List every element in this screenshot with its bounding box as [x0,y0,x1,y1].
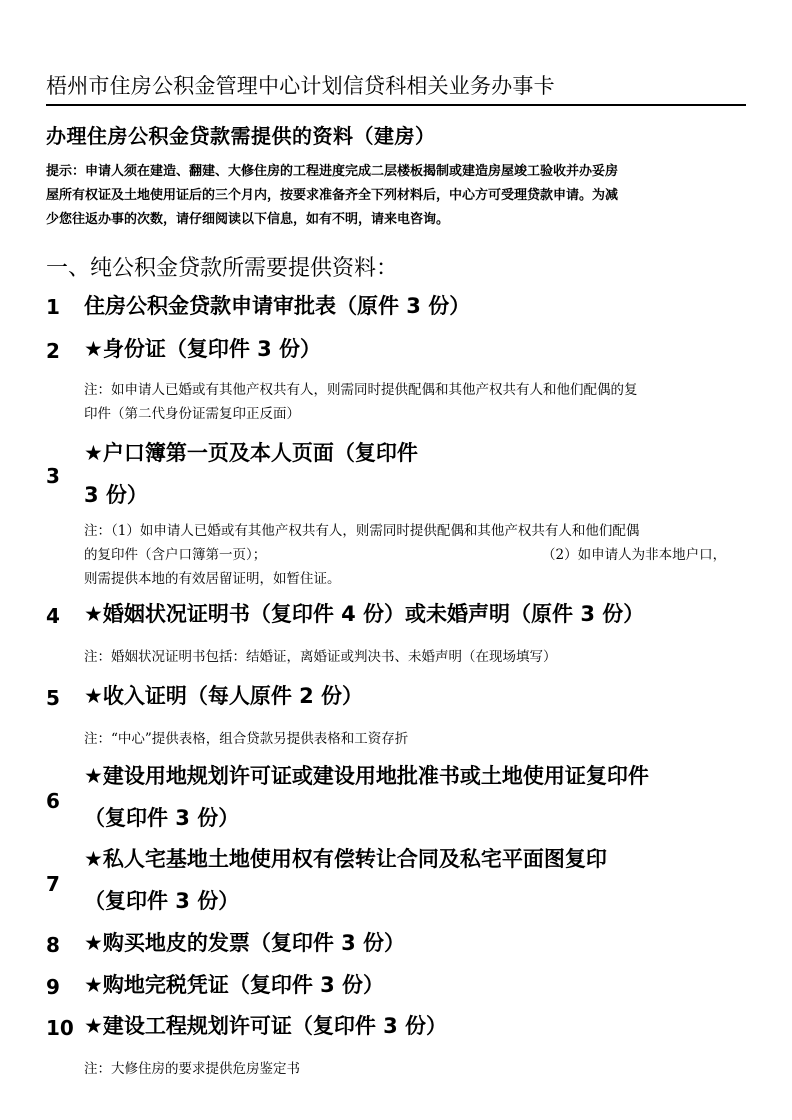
item-number: 3 [46,464,60,488]
item-text: （复印件 3 份） [84,889,240,913]
item-number: 1 [46,295,60,319]
item-number: 10 [46,1016,74,1040]
item-number: 2 [46,339,60,363]
item-text: ★身份证（复印件 3 份） [84,337,322,361]
item-number: 4 [46,604,60,628]
item-text: ★私人宅基地土地使用权有偿转让合同及私宅平面图复印 [84,847,607,871]
item-text: ★建设用地规划许可证或建设用地批准书或土地使用证复印件 [84,764,649,788]
item-text: ★婚姻状况证明书（复印件 4 份）或未婚声明（原件 3 份） [84,602,645,626]
item-text: ★购地完税凭证（复印件 3 份） [84,973,385,997]
section-heading: 一、纯公积金贷款所需要提供资料： [46,256,399,281]
item-text: ★购买地皮的发票（复印件 3 份） [84,931,406,955]
item-note [84,1057,748,1081]
note-line: 注：如申请人已婚或有其他产权共有人，则需同时提供配偶和其他产权共有人和他们配偶的复 [84,382,638,398]
note-line: 注：婚姻状况证明书包括：结婚证，离婚证或判决书、未婚声明（在现场填写） [84,649,557,665]
title-divider [46,104,746,106]
note-line: 则需提供本地的有效居留证明，如暂住证。 [84,571,341,587]
item-text: ★户口簿第一页及本人页面（复印件 [84,441,418,465]
tip-paragraph [46,160,746,232]
item-note [84,519,748,591]
page-title: 梧州市住房公积金管理中心计划信贷科相关业务办事卡 [46,74,555,98]
item-text: （复印件 3 份） [84,806,240,830]
item-number: 6 [46,789,60,813]
item-text: ★收入证明（每人原件 2 份） [84,684,364,708]
note-line-part: （2）如申请人为非本地户口， [542,547,727,563]
item-number: 7 [46,872,60,896]
tip-line: 少您往返办事的次数，请仔细阅读以下信息，如有不明，请来电咨询。 [46,212,450,227]
item-number: 9 [46,975,60,999]
item-text: 3 份） [84,483,148,507]
item-note [84,727,748,751]
item-number: 5 [46,686,60,710]
note-line: 注：大修住房的要求提供危房鉴定书 [84,1061,300,1077]
item-text: ★建设工程规划许可证（复印件 3 份） [84,1014,448,1038]
note-line: 注：（1）如申请人已婚或有其他产权共有人，则需同时提供配偶和其他产权共有人和他们配偶 [84,523,640,539]
page-subtitle: 办理住房公积金贷款需提供的资料（建房） [46,124,436,148]
item-note [84,378,748,426]
note-line [84,543,748,567]
item-number: 8 [46,933,60,957]
note-line: 印件（第二代身份证需复印正反面） [84,406,300,422]
tip-line: 屋所有权证及土地使用证后的三个月内，按要求准备齐全下列材料后，中心方可受理贷款申请。为减 [46,188,619,203]
note-line: 注：“中心”提供表格，组合贷款另提供表格和工资存折 [84,731,409,747]
note-line-part: 的复印件（含户口簿第一页）； [84,547,267,563]
item-note [84,645,748,669]
item-text: 住房公积金贷款申请审批表（原件 3 份） [84,294,471,318]
tip-line: 提示：申请人须在建造、翻建、大修住房的工程进度完成二层楼板揭制或建造房屋竣工验收并办妥房 [46,164,619,179]
